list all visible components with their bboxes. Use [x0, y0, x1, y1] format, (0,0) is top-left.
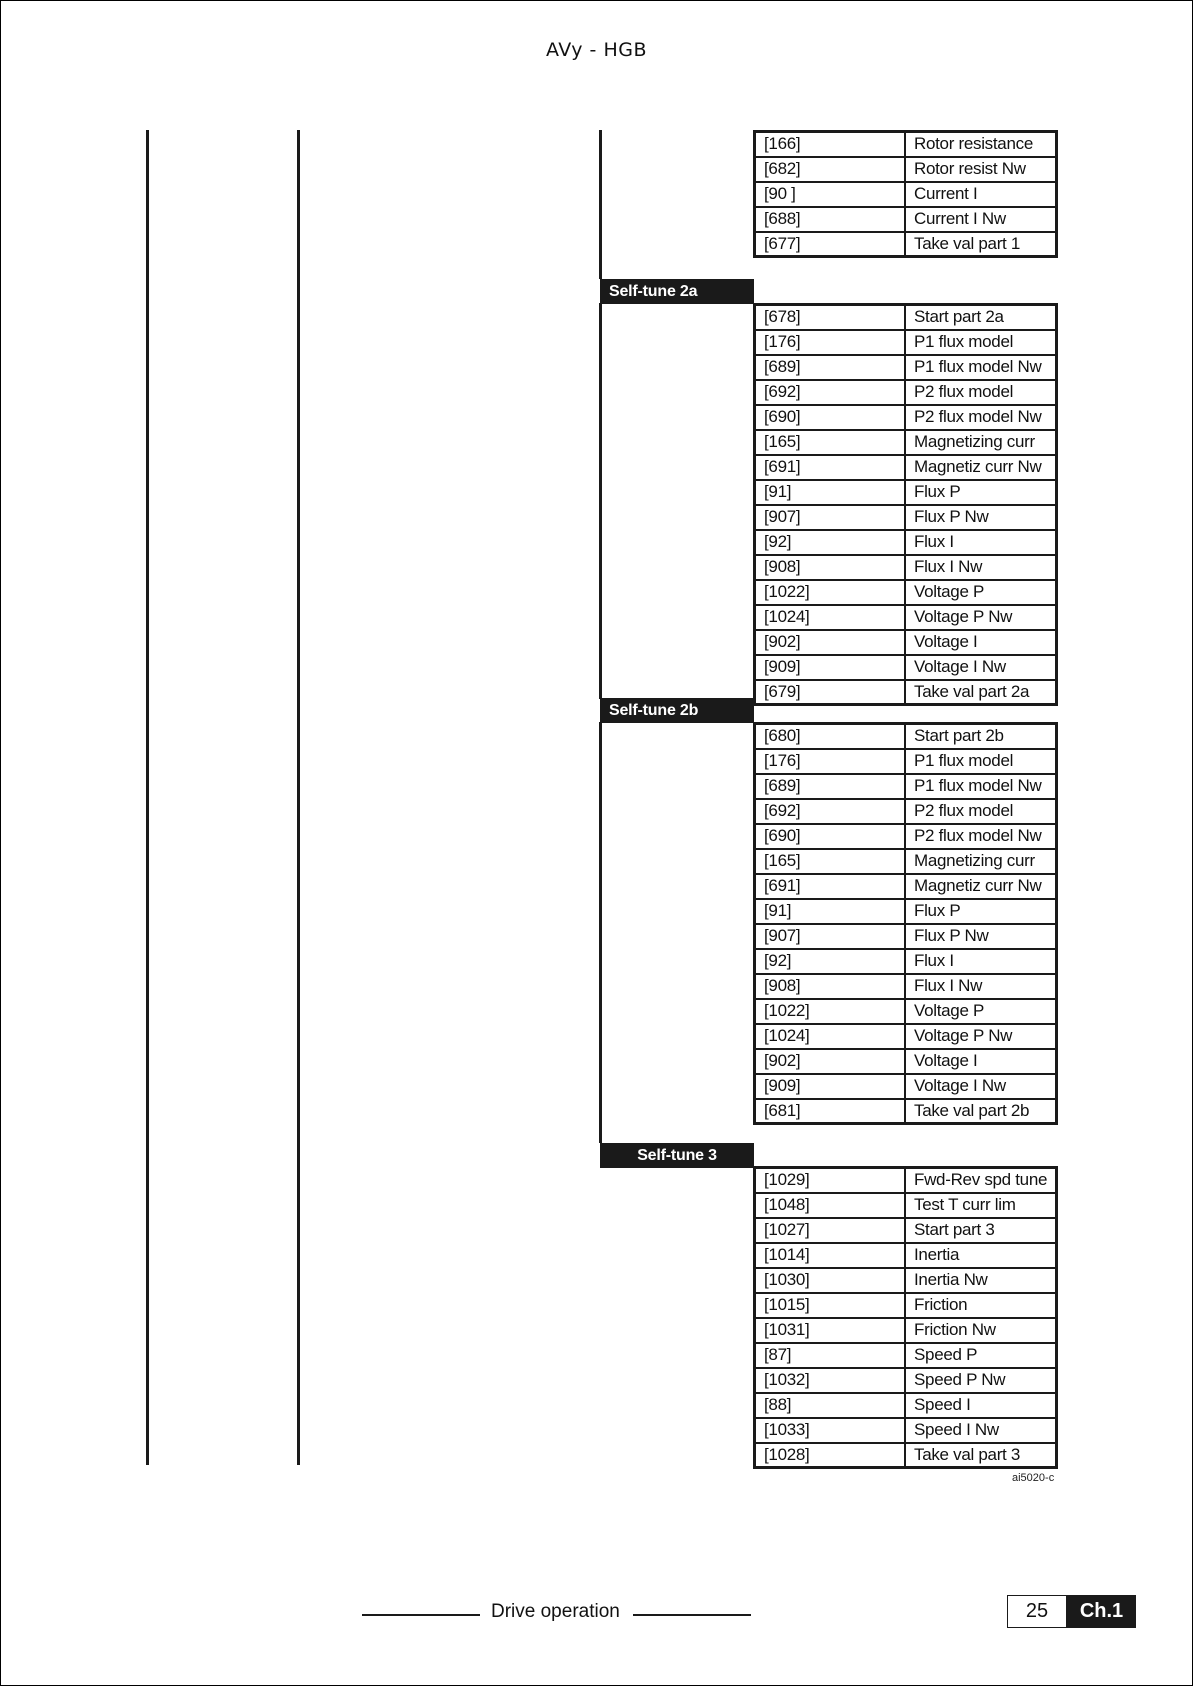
parameter-code: [1022] — [755, 999, 906, 1024]
parameter-row — [755, 580, 1057, 605]
parameter-name: Speed P — [905, 1343, 1057, 1368]
parameter-name: P1 flux model — [905, 330, 1057, 355]
parameter-row — [755, 924, 1057, 949]
parameter-name: Take val part 1 — [905, 232, 1057, 257]
parameter-name: Voltage I — [905, 630, 1057, 655]
parameter-code: [1033] — [755, 1418, 906, 1443]
parameter-row — [755, 774, 1057, 799]
parameter-code: [1029] — [755, 1168, 906, 1193]
parameter-row — [755, 724, 1057, 749]
parameter-code: [91] — [755, 480, 906, 505]
tree-line-level-1 — [146, 130, 149, 1465]
parameter-name: Flux P Nw — [905, 924, 1057, 949]
parameter-table-self-tune-2a — [753, 303, 1058, 706]
parameter-row — [755, 1443, 1057, 1468]
parameter-row — [755, 505, 1057, 530]
parameter-code: [1030] — [755, 1268, 906, 1293]
parameter-name: Friction — [905, 1293, 1057, 1318]
parameter-code: [1024] — [755, 605, 906, 630]
parameter-name: Inertia — [905, 1243, 1057, 1268]
parameter-code: [90 ] — [755, 182, 906, 207]
parameter-code: [690] — [755, 405, 906, 430]
parameter-code: [166] — [755, 132, 906, 157]
parameter-row — [755, 824, 1057, 849]
parameter-code: [165] — [755, 849, 906, 874]
footer-rule-left — [362, 1614, 480, 1616]
parameter-code: [902] — [755, 630, 906, 655]
parameter-name: P2 flux model Nw — [905, 405, 1057, 430]
parameter-code: [1027] — [755, 1218, 906, 1243]
parameter-name: Flux P — [905, 480, 1057, 505]
parameter-row — [755, 330, 1057, 355]
parameter-name: Fwd-Rev spd tune — [905, 1168, 1057, 1193]
parameter-name: Inertia Nw — [905, 1268, 1057, 1293]
parameter-code: [689] — [755, 355, 906, 380]
parameter-row — [755, 1293, 1057, 1318]
parameter-name: Speed I Nw — [905, 1418, 1057, 1443]
parameter-name: Flux P Nw — [905, 505, 1057, 530]
parameter-name: Current I Nw — [905, 207, 1057, 232]
parameter-row — [755, 974, 1057, 999]
parameter-row — [755, 655, 1057, 680]
parameter-row — [755, 157, 1057, 182]
parameter-name: Take val part 2b — [905, 1099, 1057, 1124]
parameter-code: [902] — [755, 1049, 906, 1074]
section-header-self-tune-3: Self-tune 3 — [600, 1143, 754, 1168]
parameter-row — [755, 355, 1057, 380]
parameter-code: [691] — [755, 874, 906, 899]
parameter-code: [909] — [755, 1074, 906, 1099]
parameter-row — [755, 680, 1057, 705]
parameter-name: Voltage P Nw — [905, 1024, 1057, 1049]
parameter-row — [755, 1243, 1057, 1268]
parameter-name: Test T curr lim — [905, 1193, 1057, 1218]
parameter-name: Flux I — [905, 949, 1057, 974]
parameter-name: Current I — [905, 182, 1057, 207]
section-header-self-tune-2a: Self-tune 2a — [600, 279, 754, 304]
parameter-row — [755, 1393, 1057, 1418]
parameter-name: P2 flux model Nw — [905, 824, 1057, 849]
parameter-row — [755, 555, 1057, 580]
parameter-row — [755, 1099, 1057, 1124]
parameter-row — [755, 1318, 1057, 1343]
parameter-name: Voltage P Nw — [905, 605, 1057, 630]
parameter-name: Rotor resistance — [905, 132, 1057, 157]
parameter-code: [176] — [755, 330, 906, 355]
parameter-row — [755, 530, 1057, 555]
parameter-row — [755, 949, 1057, 974]
parameter-row — [755, 305, 1057, 330]
parameter-row — [755, 899, 1057, 924]
parameter-row — [755, 799, 1057, 824]
parameter-name: P1 flux model Nw — [905, 774, 1057, 799]
parameter-row — [755, 749, 1057, 774]
parameter-row — [755, 1168, 1057, 1193]
parameter-code: [682] — [755, 157, 906, 182]
parameter-code: [691] — [755, 455, 906, 480]
parameter-row — [755, 380, 1057, 405]
parameter-row — [755, 605, 1057, 630]
parameter-code: [688] — [755, 207, 906, 232]
parameter-code: [689] — [755, 774, 906, 799]
parameter-row — [755, 630, 1057, 655]
parameter-code: [1015] — [755, 1293, 906, 1318]
parameter-name: Flux I — [905, 530, 1057, 555]
parameter-code: [907] — [755, 505, 906, 530]
parameter-table-self-tune-3 — [753, 1166, 1058, 1469]
parameter-name: Voltage I — [905, 1049, 1057, 1074]
parameter-row — [755, 1049, 1057, 1074]
parameter-name: Rotor resist Nw — [905, 157, 1057, 182]
parameter-code: [679] — [755, 680, 906, 705]
parameter-code: [1014] — [755, 1243, 906, 1268]
parameter-code: [690] — [755, 824, 906, 849]
parameter-name: Speed I — [905, 1393, 1057, 1418]
tree-line-self-tune-2a — [599, 303, 602, 699]
parameter-code: [678] — [755, 305, 906, 330]
parameter-code: [87] — [755, 1343, 906, 1368]
parameter-row — [755, 1368, 1057, 1393]
parameter-code: [680] — [755, 724, 906, 749]
parameter-code: [692] — [755, 799, 906, 824]
parameter-name: Flux I Nw — [905, 555, 1057, 580]
parameter-code: [1024] — [755, 1024, 906, 1049]
figure-id: ai5020-c — [1012, 1472, 1055, 1484]
section-header-self-tune-2b: Self-tune 2b — [600, 698, 754, 723]
parameter-code: [907] — [755, 924, 906, 949]
parameter-name: Voltage I Nw — [905, 655, 1057, 680]
parameter-row — [755, 430, 1057, 455]
parameter-row — [755, 455, 1057, 480]
parameter-row — [755, 405, 1057, 430]
parameter-name: P1 flux model Nw — [905, 355, 1057, 380]
parameter-row — [755, 182, 1057, 207]
parameter-row — [755, 874, 1057, 899]
parameter-code: [1031] — [755, 1318, 906, 1343]
parameter-code: [677] — [755, 232, 906, 257]
parameter-code: [1028] — [755, 1443, 906, 1468]
parameter-name: Start part 3 — [905, 1218, 1057, 1243]
parameter-row — [755, 132, 1057, 157]
parameter-code: [1022] — [755, 580, 906, 605]
parameter-name: Flux I Nw — [905, 974, 1057, 999]
chapter-label: Ch.1 — [1067, 1595, 1136, 1628]
parameter-name: Speed P Nw — [905, 1368, 1057, 1393]
parameter-row — [755, 1074, 1057, 1099]
parameter-name: P1 flux model — [905, 749, 1057, 774]
parameter-code: [91] — [755, 899, 906, 924]
parameter-name: Start part 2b — [905, 724, 1057, 749]
parameter-name: Magnetiz curr Nw — [905, 874, 1057, 899]
parameter-name: P2 flux model — [905, 799, 1057, 824]
tree-line-self-tune-1 — [599, 130, 602, 279]
parameter-row — [755, 1193, 1057, 1218]
parameter-code: [176] — [755, 749, 906, 774]
parameter-code: [92] — [755, 530, 906, 555]
parameter-name: Magnetizing curr — [905, 430, 1057, 455]
parameter-name: Friction Nw — [905, 1318, 1057, 1343]
parameter-table-self-tune-2b — [753, 722, 1058, 1125]
parameter-row — [755, 999, 1057, 1024]
parameter-code: [908] — [755, 555, 906, 580]
parameter-code: [92] — [755, 949, 906, 974]
parameter-row — [755, 1343, 1057, 1368]
page-number: 25 — [1007, 1595, 1067, 1628]
parameter-name: Take val part 2a — [905, 680, 1057, 705]
parameter-row — [755, 232, 1057, 257]
parameter-row — [755, 1418, 1057, 1443]
parameter-name: Voltage P — [905, 999, 1057, 1024]
parameter-code: [909] — [755, 655, 906, 680]
parameter-row — [755, 1024, 1057, 1049]
parameter-row — [755, 480, 1057, 505]
parameter-code: [1048] — [755, 1193, 906, 1218]
footer-section-label: Drive operation — [491, 1601, 620, 1622]
tree-line-level-2 — [297, 130, 300, 1465]
tree-line-self-tune-2b — [599, 722, 602, 1143]
parameter-name: Voltage P — [905, 580, 1057, 605]
footer-rule-right — [633, 1614, 751, 1616]
parameter-name: P2 flux model — [905, 380, 1057, 405]
parameter-name: Magnetizing curr — [905, 849, 1057, 874]
parameter-code: [908] — [755, 974, 906, 999]
parameter-name: Take val part 3 — [905, 1443, 1057, 1468]
parameter-row — [755, 849, 1057, 874]
parameter-name: Flux P — [905, 899, 1057, 924]
parameter-row — [755, 1268, 1057, 1293]
parameter-name: Voltage I Nw — [905, 1074, 1057, 1099]
parameter-code: [88] — [755, 1393, 906, 1418]
parameter-row — [755, 1218, 1057, 1243]
parameter-code: [681] — [755, 1099, 906, 1124]
parameter-table-self-tune-1 — [753, 130, 1058, 258]
parameter-row — [755, 207, 1057, 232]
document-title: AVy - HGB — [546, 39, 647, 61]
parameter-code: [165] — [755, 430, 906, 455]
parameter-code: [1032] — [755, 1368, 906, 1393]
parameter-name: Start part 2a — [905, 305, 1057, 330]
parameter-name: Magnetiz curr Nw — [905, 455, 1057, 480]
parameter-code: [692] — [755, 380, 906, 405]
